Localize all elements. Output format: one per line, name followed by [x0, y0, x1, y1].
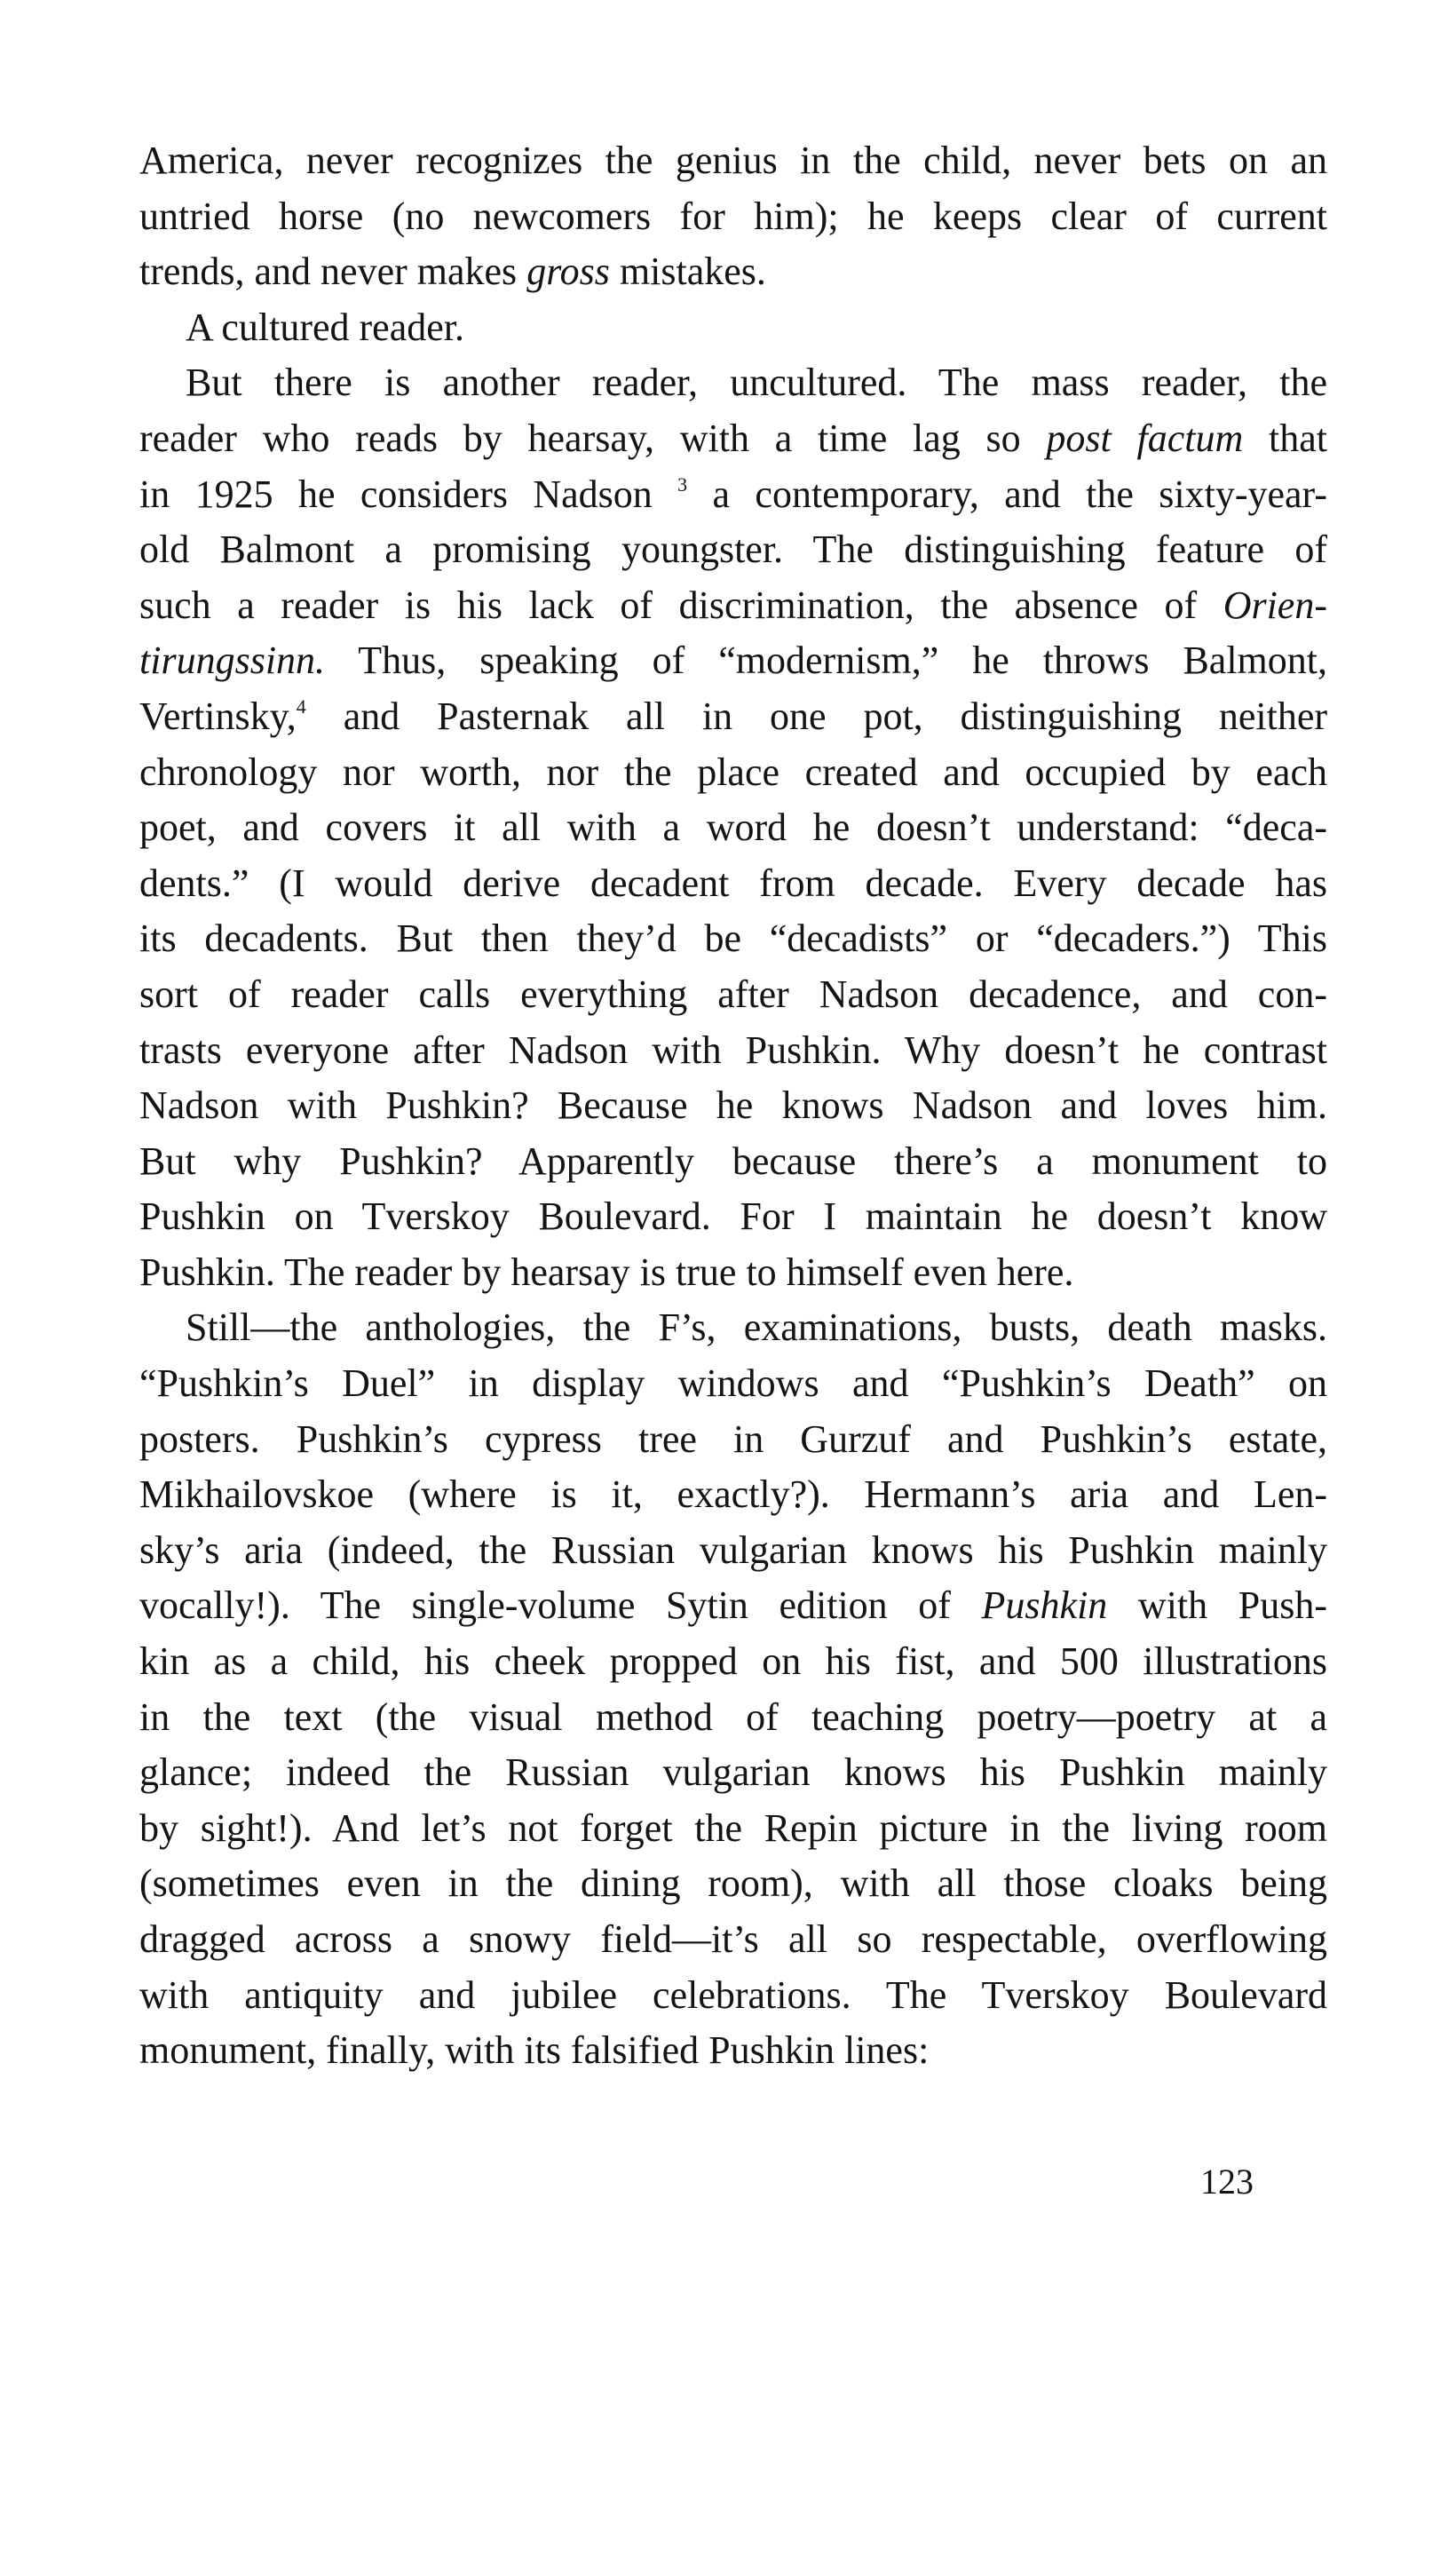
text-line [139, 1856, 1327, 1912]
text-fragment: in 1925 he considers Nadson [139, 472, 678, 516]
text-line [139, 578, 1327, 634]
footnote-marker: 3 [677, 472, 688, 496]
text-fragment: such a reader is his lack of discrimination, the absence of [139, 583, 1223, 627]
italic-text: post factum [1046, 416, 1244, 460]
text-fragment: with Push- [1107, 1583, 1327, 1628]
text-fragment: and Pasternak all in one pot, distinguishing neither [305, 694, 1327, 738]
text-fragment: untried horse (no newcomers for him); he keeps clear of current [139, 194, 1327, 238]
text-line [139, 133, 1327, 189]
text-fragment: with antiquity and jubilee celebrations. The Tverskoy Boulevard [139, 1972, 1327, 2017]
text-line [139, 967, 1327, 1023]
text-line [139, 856, 1327, 912]
text-fragment: that [1243, 416, 1327, 460]
text-fragment: Nadson with Pushkin? Because he knows Nadson and loves him. [139, 1083, 1327, 1128]
text-fragment: dragged across a snowy field—it’s all so respectable, overflowing [139, 1917, 1327, 1961]
text-fragment: Thus, speaking of “modernism,” he throws Balmont, [325, 639, 1327, 683]
text-fragment: “Pushkin’s Duel” in display windows and “Pushkin’s Death” on [139, 1361, 1327, 1406]
text-line [139, 522, 1327, 578]
text-fragment: in the text (the visual method of teaching poetry—poetry at a [139, 1694, 1327, 1739]
text-line [139, 1801, 1327, 1857]
text-line [139, 1023, 1327, 1079]
text-line [139, 467, 1327, 523]
footnote-marker: 4 [296, 694, 306, 718]
page-body-text [139, 133, 1327, 2079]
text-line [139, 1912, 1327, 1968]
text-line [139, 745, 1327, 801]
text-fragment: poet, and covers it all with a word he doesn’t understand: “deca- [139, 805, 1327, 850]
text-line [139, 633, 1327, 689]
text-line [139, 1634, 1327, 1690]
text-line [139, 1189, 1327, 1245]
page-number: 123 [1200, 2162, 1254, 2202]
text-line [139, 1412, 1327, 1468]
text-line [139, 300, 1327, 356]
text-line [139, 1078, 1327, 1134]
text-line [139, 800, 1327, 856]
italic-text: Orien- [1223, 583, 1327, 627]
text-fragment: sort of reader calls everything after Nadson decadence, and con- [139, 972, 1327, 1016]
text-line [139, 244, 1327, 300]
text-line [139, 689, 1327, 745]
text-fragment: A cultured reader. [186, 305, 464, 349]
text-fragment: kin as a child, his cheek propped on his fist, and 500 illustrations [139, 1639, 1327, 1684]
text-fragment: sky’s aria (indeed, the Russian vulgarian knows his Pushkin mainly [139, 1527, 1327, 1572]
italic-text: Pushkin [981, 1583, 1108, 1628]
text-line [139, 189, 1327, 245]
text-fragment: monument, finally, with its falsified Pushkin lines: [139, 2028, 930, 2073]
text-fragment: trasts everyone after Nadson with Pushkin. Why doesn’t he contrast [139, 1028, 1327, 1072]
text-line [139, 1300, 1327, 1356]
text-fragment: But there is another reader, uncultured. The mass reader, the [186, 361, 1327, 405]
text-fragment: old Balmont a promising youngster. The distinguishing feature of [139, 528, 1327, 572]
text-fragment: posters. Pushkin’s cypress tree in Gurzuf and Pushkin’s estate, [139, 1416, 1327, 1461]
text-fragment: dents.” (I would derive decadent from decade. Every decade has [139, 861, 1327, 905]
text-fragment: its decadents. But then they’d be “decadists” or “decaders.”) This [139, 916, 1327, 961]
text-fragment: reader who reads by hearsay, with a time lag so [139, 416, 1047, 460]
text-fragment: But why Pushkin? Apparently because there’s a monument to [139, 1139, 1327, 1183]
italic-text: gross [526, 250, 610, 294]
text-line [139, 1745, 1327, 1801]
text-fragment: trends, and never makes [139, 250, 527, 294]
text-fragment: chronology nor worth, nor the place created and occupied by each [139, 750, 1327, 794]
text-line [139, 1245, 1327, 1301]
text-line [139, 1690, 1327, 1746]
text-fragment: Vertinsky, [139, 694, 297, 738]
text-line [139, 1523, 1327, 1579]
text-fragment: mistakes. [609, 250, 766, 294]
text-fragment: Pushkin on Tverskoy Boulevard. For I maintain he doesn’t know [139, 1194, 1327, 1239]
text-fragment: Still—the anthologies, the F’s, examinations, busts, death masks. [186, 1305, 1327, 1350]
italic-text: tirungssinn. [139, 639, 326, 683]
text-line [139, 1134, 1327, 1190]
text-fragment: a contemporary, and the sixty-year- [687, 472, 1327, 516]
text-fragment: by sight!). And let’s not forget the Repin picture in the living room [139, 1805, 1327, 1850]
text-line [139, 1968, 1327, 2024]
text-line [139, 1467, 1327, 1523]
text-line [139, 1578, 1327, 1634]
text-fragment: (sometimes even in the dining room), with all those cloaks being [139, 1861, 1327, 1906]
text-line [139, 355, 1327, 411]
text-line [139, 911, 1327, 967]
text-fragment: America, never recognizes the genius in the child, never bets on an [139, 139, 1327, 182]
text-fragment: Pushkin. The reader by hearsay is true to himself even here. [139, 1250, 1074, 1294]
text-line [139, 2023, 1327, 2079]
text-line [139, 1356, 1327, 1412]
text-fragment: Mikhailovskoe (where is it, exactly?). Hermann’s aria and Len- [139, 1472, 1327, 1517]
text-fragment: glance; indeed the Russian vulgarian knows his Pushkin mainly [139, 1750, 1327, 1795]
text-fragment: vocally!). The single-volume Sytin edition of [139, 1583, 982, 1628]
text-line [139, 411, 1327, 467]
